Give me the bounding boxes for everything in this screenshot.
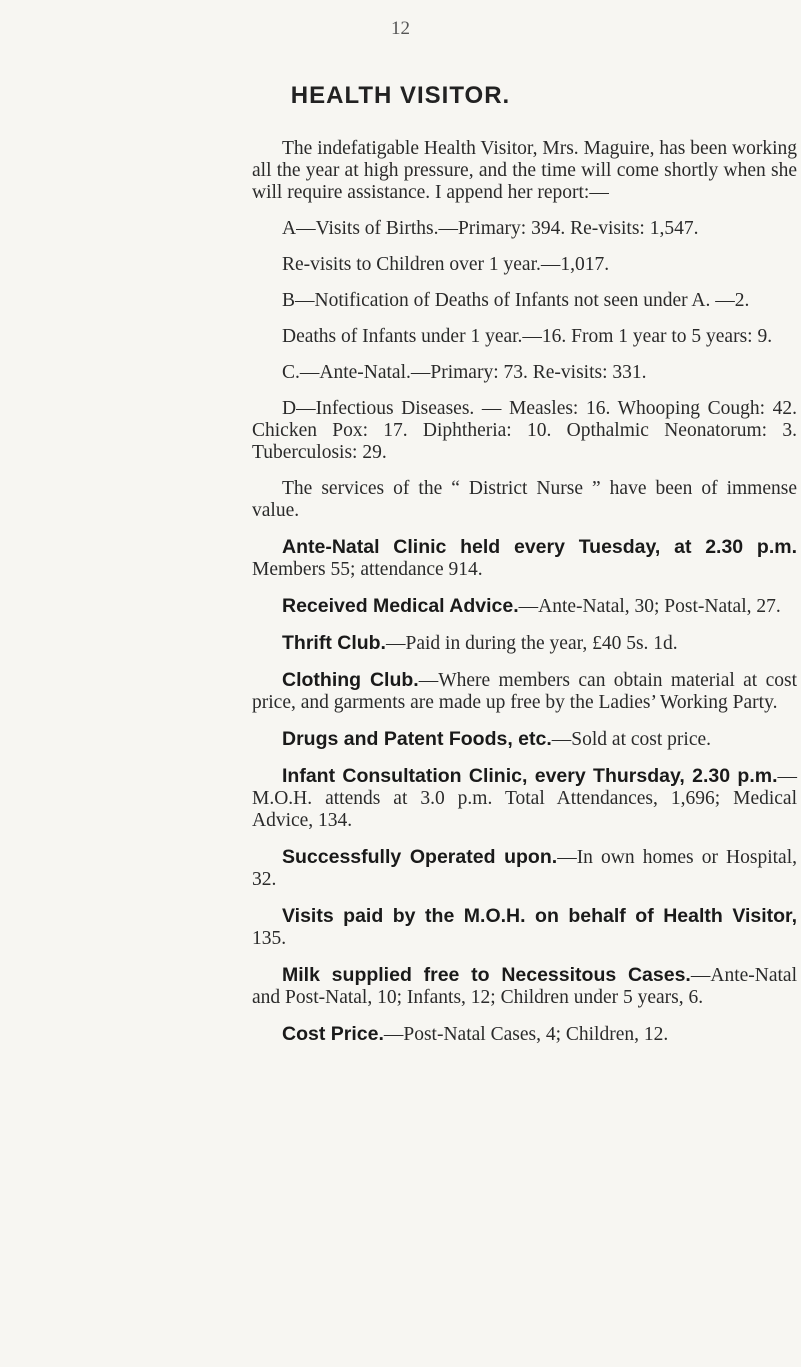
cost-price-text: —Post-Natal Cases, 4; Children, 12. xyxy=(383,1024,669,1045)
report-body xyxy=(252,138,797,1060)
thrift-club-paragraph xyxy=(252,632,797,655)
milk-text: —Ante-Natal and Post-Natal, 10; Infants, 12; Children under 5 years, 6. xyxy=(252,965,797,1008)
moh-visits-text: 135. xyxy=(252,928,287,949)
operated-paragraph xyxy=(252,846,797,891)
infectious-diseases-paragraph: D—Infectious Diseases. — Measles: 16. Whooping Cough: 42. Chicken Pox: 17. Diphtheria: 10. Opthalmic Neonatorum: 3. Tuberculosis: 29. xyxy=(252,398,797,463)
clothing-club-paragraph xyxy=(252,669,797,714)
medical-advice-text: —Ante-Natal, 30; Post-Natal, 27. xyxy=(518,596,781,617)
thrift-club-text: —Paid in during the year, £40 5s. 1d. xyxy=(385,633,678,654)
operated-text: —In own homes or Hospital, 32. xyxy=(252,847,798,890)
antenatal-clinic-heading: Ante-Natal Clinic held every Tuesday, at 2.30 p.m. xyxy=(282,536,797,558)
district-nurse-paragraph: The services of the “ District Nurse ” have been of immense value. xyxy=(252,478,797,521)
cost-price-heading: Cost Price. xyxy=(282,1023,384,1045)
antenatal-clinic-paragraph xyxy=(252,536,797,581)
clothing-club-text: —Where members can obtain material at cost price, and garments are made up free by the Ladies’ Working Party. xyxy=(252,670,798,713)
operated-heading: Successfully Operated upon. xyxy=(282,846,558,868)
intro-paragraph: The indefatigable Health Visitor, Mrs. Maguire, has been working all the year at high pressure, and the time will come shortly when she will require assistance. I append her report:— xyxy=(252,138,797,203)
moh-visits-heading: Visits paid by the M.O.H. on behalf of Health Visitor, xyxy=(282,905,797,927)
infant-clinic-paragraph xyxy=(252,765,797,832)
drugs-paragraph xyxy=(252,728,797,751)
births-visits-paragraph: A—Visits of Births.—Primary: 394. Re-visits: 1,547. xyxy=(282,218,699,239)
drugs-heading: Drugs and Patent Foods, etc. xyxy=(282,728,552,750)
thrift-club-heading: Thrift Club. xyxy=(282,632,386,654)
death-notification-paragraph: B—Notification of Deaths of Infants not seen under A. —2. xyxy=(282,290,750,311)
page-title: HEALTH VISITOR. xyxy=(290,82,511,109)
antenatal-clinic-text: Members 55; attendance 914. xyxy=(252,559,483,580)
cost-price-paragraph xyxy=(252,1023,797,1046)
children-revisits-paragraph: Re-visits to Children over 1 year.—1,017. xyxy=(282,254,610,275)
infant-deaths-paragraph: Deaths of Infants under 1 year.—16. From 1 year to 5 years: 9. xyxy=(282,326,773,347)
page-number: 12 xyxy=(391,18,410,39)
drugs-text: —Sold at cost price. xyxy=(551,729,712,750)
infant-clinic-heading: Infant Consultation Clinic, every Thursday, 2.30 p.m. xyxy=(282,765,778,787)
milk-paragraph xyxy=(252,964,797,1009)
antenatal-visits-paragraph: C.—Ante-Natal.—Primary: 73. Re-visits: 331. xyxy=(282,362,647,383)
infant-clinic-text: —M.O.H. attends at 3.0 p.m. Total Attendances, 1,696; Medical Advice, 134. xyxy=(252,766,797,831)
medical-advice-heading: Received Medical Advice. xyxy=(282,595,519,617)
medical-advice-paragraph xyxy=(252,595,797,618)
milk-heading: Milk supplied free to Necessitous Cases. xyxy=(282,964,691,986)
clothing-club-heading: Clothing Club. xyxy=(282,669,419,691)
moh-visits-paragraph xyxy=(252,905,797,950)
